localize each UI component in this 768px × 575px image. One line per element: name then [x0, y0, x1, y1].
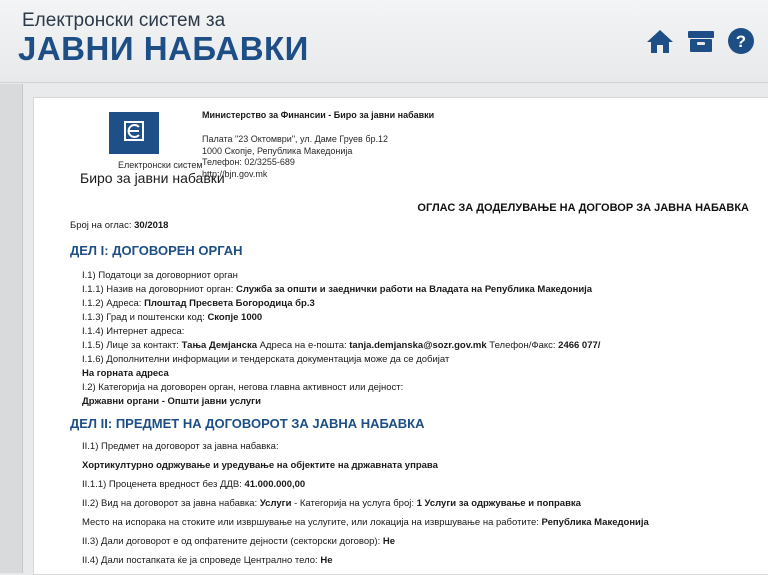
i15-line: [82, 340, 600, 351]
i15-name: Тања Демјанска: [181, 340, 258, 351]
ii4-line: [82, 555, 333, 566]
place-value: Република Македонија: [541, 517, 649, 528]
part2-heading: ДЕЛ II: ПРЕДМЕТ НА ДОГОВОРОТ ЗА ЈАВНА НАБАВКА: [70, 416, 425, 431]
i16-value: На горната адреса: [82, 368, 169, 379]
logo-e-icon: [109, 112, 159, 154]
svg-text:?: ?: [735, 32, 747, 51]
brand-subtitle: Електронски систем за: [22, 10, 226, 31]
i11-line: [82, 284, 592, 295]
i2-line: I.2) Категорија на договорен орган, негова главна активност или дејност:: [82, 382, 404, 393]
i15-email-label: Адреса на е-пошта:: [259, 340, 347, 351]
i16-line: I.1.6) Дополнителни информации и тендерската документација може да се добијат: [82, 354, 450, 365]
i13-value: Скопје 1000: [207, 312, 263, 323]
ii4-value: Не: [320, 555, 333, 566]
i11-value: Служба за општи и заеднички работи на Владата на Република Македонија: [235, 284, 593, 295]
ii4-label: II.4) Дали постапката ќе ја спроведе Централно тело:: [82, 555, 318, 566]
ii11-line: [82, 479, 305, 490]
i1-line: I.1) Податоци за договорниот орган: [82, 270, 238, 281]
i2-value: Државни органи - Општи јавни услуги: [82, 396, 261, 407]
i15-phone-label: Телефон/Факс:: [489, 340, 556, 351]
logo-small-text: Електронски систем: [118, 160, 203, 170]
home-icon[interactable]: [645, 26, 675, 56]
logo-mark: [109, 112, 159, 154]
logo-big-text: Биро за јавни набавки: [80, 170, 225, 186]
top-bar: [0, 0, 768, 83]
org-website[interactable]: http://bjn.gov.mk: [202, 168, 268, 179]
ii3-label: II.3) Дали договорот е од опфатените дејности (секторски договор):: [82, 536, 381, 547]
org-name: Министерство за Финансии - Биро за јавни набавки: [202, 110, 435, 120]
ii11-value: 41.000.000,00: [244, 479, 306, 490]
ii3-line: [82, 536, 395, 547]
org-address-line2: 1000 Скопје, Република Македонија: [202, 145, 353, 156]
ii2-label: II.2) Вид на договорот за јавна набавка:: [82, 498, 258, 509]
place-line: [82, 517, 649, 528]
ii2-category-value: 1 Услуги за одржување и поправка: [416, 498, 581, 509]
notice-number: [70, 220, 168, 231]
i15-label: I.1.5) Лице за контакт:: [82, 340, 179, 351]
part1-heading: ДЕЛ I: ДОГОВОРЕН ОРГАН: [70, 243, 243, 258]
i12-label: I.1.2) Адреса:: [82, 298, 142, 309]
i15-phone: 2466 077/: [558, 340, 601, 351]
ii11-label: II.1.1) Проценета вредност без ДДВ:: [82, 479, 242, 490]
ii2-line: [82, 498, 581, 509]
left-panel: [0, 84, 23, 573]
i12-line: [82, 298, 315, 309]
notice-number-label: Број на оглас:: [70, 220, 132, 231]
ii3-value: Не: [382, 536, 396, 547]
notice-title: ОГЛАС ЗА ДОДЕЛУВАЊЕ НА ДОГОВОР ЗА ЈАВНА НАБАВКА: [417, 202, 749, 214]
i11-label: I.1.1) Назив на договорниот орган:: [82, 284, 234, 295]
i15-email: tanja.demjanska@sozr.gov.mk: [349, 340, 487, 351]
archive-icon[interactable]: [686, 26, 716, 56]
notice-document: [33, 97, 768, 575]
i12-value: Плоштад Пресвета Богородица бр.3: [144, 298, 315, 309]
brand-title[interactable]: ЈАВНИ НАБАВКИ: [18, 30, 309, 67]
ii1-value: Хортикултурно одржување и уредување на објектите на државната управа: [82, 460, 438, 471]
i13-label: I.1.3) Град и поштенски код:: [82, 312, 205, 323]
notice-number-value: 30/2018: [134, 220, 169, 231]
org-phone: Телефон: 02/3255-689: [202, 157, 295, 167]
org-address-line1: Палата "23 Октомври", ул. Даме Груев бр.12: [202, 134, 389, 144]
ii2-category-label: - Категорија на услуга број:: [294, 498, 414, 509]
bureau-logo: [80, 112, 225, 186]
i13-line: [82, 312, 262, 323]
ii2-value: Услуги: [259, 498, 292, 509]
place-label: Место на испорака на стоките или извршување на услугите, или локација на извршување на работите:: [82, 517, 539, 528]
ii1-line: II.1) Предмет на договорот за јавна набавка:: [82, 441, 279, 452]
help-icon[interactable]: [726, 26, 756, 56]
i14-line: I.1.4) Интернет адреса:: [82, 326, 185, 337]
org-address: [202, 134, 388, 180]
